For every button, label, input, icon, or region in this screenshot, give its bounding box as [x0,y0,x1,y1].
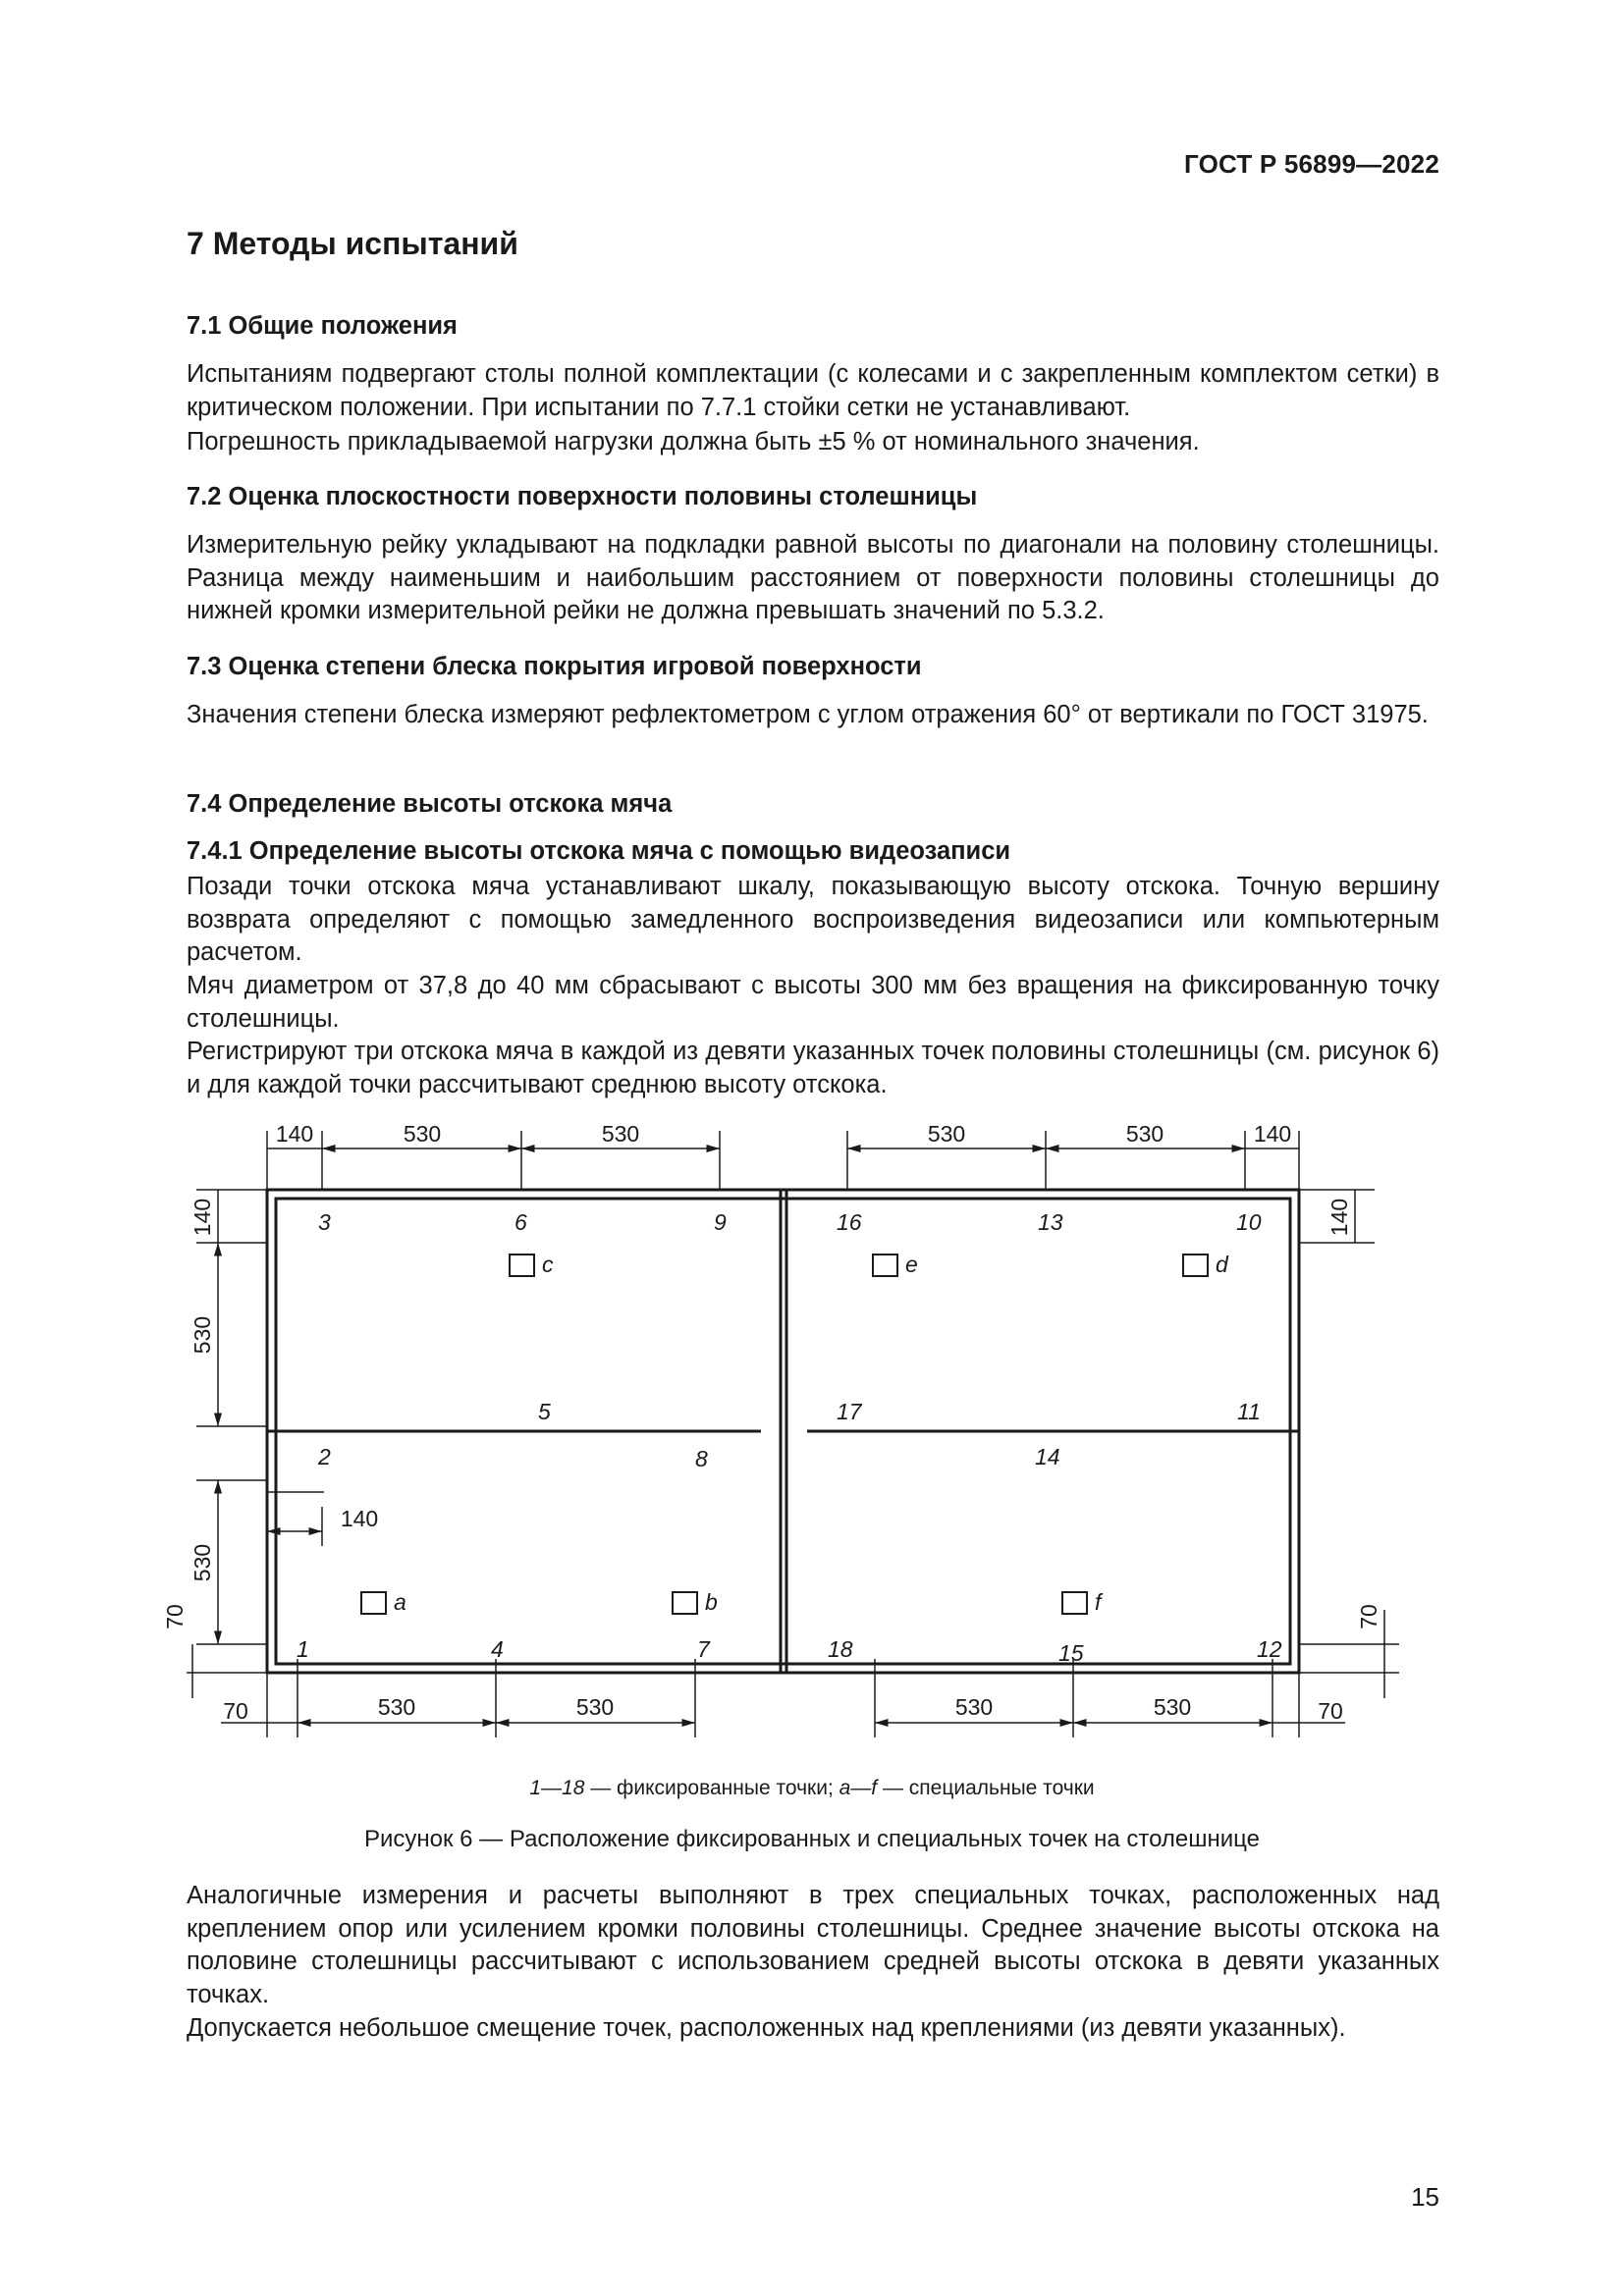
paragraph-after-1 [187,1880,1439,2011]
paragraph-7-4-1 [187,871,1439,970]
dim-530-bottom-1: 530 [377,1694,416,1720]
dim-530-top-1: 530 [403,1121,442,1147]
legend-range-special: a—f [839,1777,878,1799]
subsection-title-7-4-1: 7.4.1 Определение высоты отскока мяча с помощью видеозаписи [187,837,1011,865]
special-point-marker [510,1255,534,1276]
special-point-marker [1183,1255,1208,1276]
special-point-marker [1062,1592,1087,1614]
paragraph-7-3-1 [187,699,1439,732]
paragraph-7-1-2 [187,426,1439,459]
point-label: 9 [714,1209,727,1235]
paragraph-text: Испытаниям подвергают столы полной комплектации (с колесами и с закрепленным комплектом сетки) в критическом положении. При испытании по 7.7.1 стойки сетки не устанавливают. [187,360,1439,421]
standard-header: ГОСТ Р 56899—2022 [1184,149,1439,179]
point-label: 5 [538,1399,551,1424]
paragraph-text: Позади точки отскока мяча устанавливают шкалу, показывающую высоту отскока. Точную вершину возврата определяют с помощью замедленного воспроизведения видеозаписи или компьютерным расчетом. [187,873,1439,966]
paragraph-after-2 [187,2012,1439,2046]
point-label: 11 [1237,1399,1261,1424]
subsection-title-7-2: 7.2 Оценка плоскостности поверхности половины столешницы [187,483,978,510]
dim-530-left-1: 530 [189,1315,215,1355]
figure-legend [0,1777,1624,1800]
special-point-label: b [705,1589,718,1615]
subsection-title-7-4: 7.4 Определение высоты отскока мяча [187,790,673,818]
special-point-label: a [394,1589,406,1615]
point-label: 16 [837,1209,862,1235]
dim-530-bottom-4: 530 [1153,1694,1192,1720]
special-point-label: e [905,1252,918,1277]
special-point-label: d [1216,1252,1228,1277]
legend-range-fixed: 1—18 [529,1777,585,1799]
paragraph-7-4-2 [187,970,1439,1036]
paragraph-text: Допускается небольшое смещение точек, расположенных над креплениями (из девяти указанных). [187,2014,1346,2042]
paragraph-7-4-3 [187,1036,1439,1101]
dim-530-bottom-2: 530 [575,1694,615,1720]
special-point-marker [361,1592,386,1614]
point-label: 10 [1236,1209,1262,1235]
legend-special-text: — специальные точки [877,1777,1095,1799]
figure-6-table-diagram [0,1109,1624,1737]
page-number: 15 [1411,2182,1439,2212]
dim-140-right: 140 [1326,1198,1352,1237]
special-point-label: f [1095,1589,1102,1615]
paragraph-7-2-1 [187,529,1439,628]
point-label: 12 [1257,1636,1282,1662]
paragraph-text: Значения степени блеска измеряют рефлектометром с углом отражения 60° от вертикали по ГОСТ 31975. [187,701,1429,728]
special-point-marker [673,1592,697,1614]
dim-530-bottom-3: 530 [954,1694,994,1720]
point-label: 14 [1035,1444,1060,1469]
point-label: 2 [318,1444,331,1469]
dim-530-top-3: 530 [927,1121,966,1147]
dim-70-right: 70 [1356,1604,1381,1629]
point-label: 7 [697,1636,710,1662]
point-label: 8 [695,1446,708,1471]
dim-70-bottom-right: 70 [1318,1698,1343,1724]
dim-530-top-4: 530 [1125,1121,1164,1147]
dim-140-top-right: 140 [1253,1121,1292,1147]
subsection-title-7-1: 7.1 Общие положения [187,312,458,340]
dim-140-top-left: 140 [275,1121,314,1147]
dim-70-bottom-left: 70 [223,1698,248,1724]
paragraph-text: Мяч диаметром от 37,8 до 40 мм сбрасывают с высоты 300 мм без вращения на фиксированную точку столешницы. [187,972,1439,1033]
paragraph-text: Погрешность прикладываемой нагрузки должна быть ±5 % от номинального значения. [187,428,1200,455]
point-label: 18 [828,1636,853,1662]
dim-70-left: 70 [162,1604,188,1629]
special-point-label: c [542,1252,554,1277]
dim-140-left: 140 [189,1198,215,1237]
point-label: 1 [297,1636,309,1662]
subsection-title-7-3: 7.3 Оценка степени блеска покрытия игровой поверхности [187,653,922,680]
point-label: 3 [318,1209,331,1235]
dim-530-top-2: 530 [601,1121,640,1147]
paragraph-7-1-1 [187,358,1439,424]
dim-140-inner: 140 [340,1506,379,1531]
section-title: 7 Методы испытаний [187,226,518,261]
special-point-marker [873,1255,897,1276]
paragraph-text: Аналогичные измерения и расчеты выполняют в трех специальных точках, расположенных над креплением опор или усилением кромки половины столешницы. Среднее значение высоты отскока на половине столешницы рассчитывают с использованием средней высоты отскока в девяти указанных точках. [187,1882,1439,2008]
point-label: 4 [491,1636,504,1662]
point-label: 6 [514,1209,527,1235]
paragraph-text: Регистрируют три отскока мяча в каждой из девяти указанных точек половины столешницы (см. рисунок 6) и для каждой точки рассчитывают среднюю высоту отскока. [187,1038,1439,1098]
figure-caption: Рисунок 6 — Расположение фиксированных и специальных точек на столешнице [363,1826,1260,1852]
point-label: 13 [1038,1209,1063,1235]
point-label: 17 [837,1399,862,1424]
dim-530-left-2: 530 [189,1543,215,1582]
paragraph-text: Измерительную рейку укладывают на подкладки равной высоты по диагонали на половину столешницы. Разница между наименьшим и наибольшим расстоянием от поверхности половины столешницы до нижней кромки измерительной рейки не должна превышать значений по 5.3.2. [187,531,1439,624]
point-label: 15 [1058,1640,1084,1666]
legend-fixed-text: — фиксированные точки; [584,1777,839,1799]
